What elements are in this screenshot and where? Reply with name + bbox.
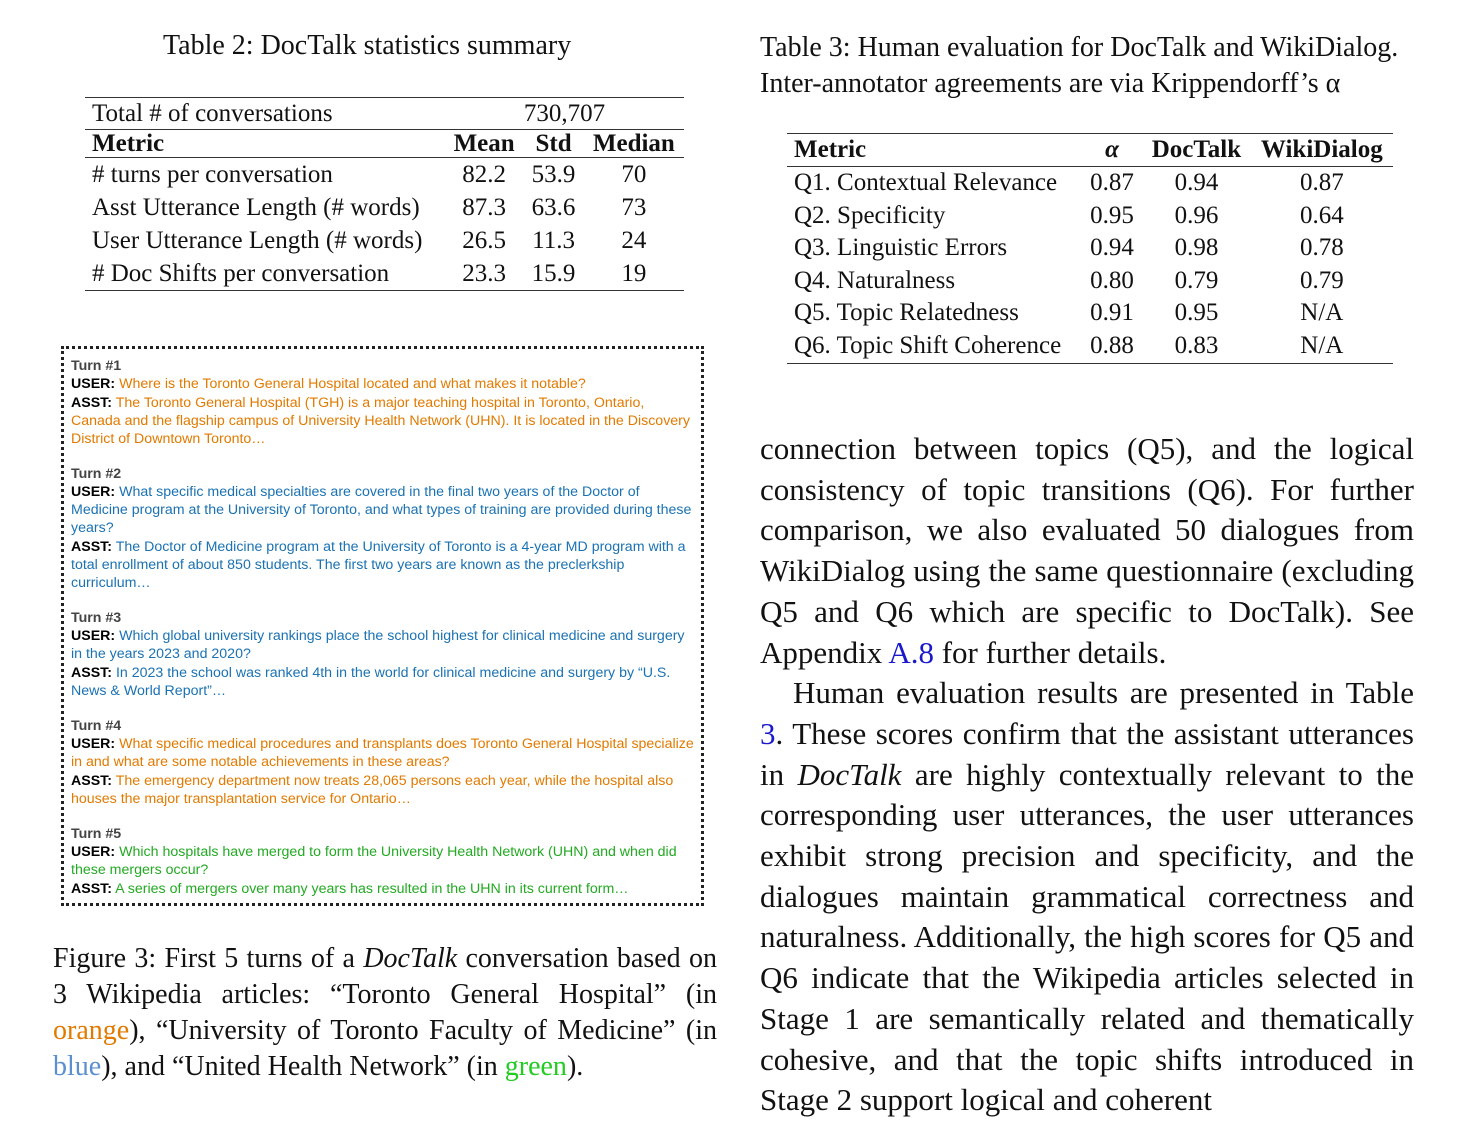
turn-2 xyxy=(71,465,694,592)
asst-utterance xyxy=(71,772,694,808)
user-utterance xyxy=(71,375,694,393)
row-metric: Asst Utterance Length (# words) xyxy=(92,194,420,221)
row-doctalk: 0.94 xyxy=(1174,169,1219,196)
table3-header-wikidialog: WikiDialog xyxy=(1251,134,1393,167)
table2-header-metric: Metric xyxy=(85,130,445,158)
asst-tag: ASST: xyxy=(71,395,112,411)
table-row xyxy=(85,191,684,224)
figure3-caption xyxy=(53,941,717,1085)
row-alpha: 0.80 xyxy=(1090,266,1134,294)
conversation-figure xyxy=(61,346,704,906)
row-metric: Q5. Topic Relatedness xyxy=(794,299,1019,327)
caption-orange-word: orange xyxy=(53,1015,130,1046)
asst-text: The emergency department now treats 28,065 persons each year, while the hospital also houses the major transplantation service for Ontario… xyxy=(71,773,674,807)
table3-caption-line1: Table 3: Human evaluation for DocTalk and WikiDialog. xyxy=(760,32,1399,63)
table-row xyxy=(85,158,684,192)
asst-tag: ASST: xyxy=(71,539,112,555)
table3-header-row xyxy=(787,134,1393,167)
user-utterance xyxy=(71,483,694,537)
table3-caption-line2: Inter-annotator agreements are via Krippendorff’s α xyxy=(760,68,1341,99)
turn-title: Turn #3 xyxy=(71,610,122,626)
user-text: What specific medical specialties are covered in the final two years of the Doctor of Medicine program at the University of Toronto, and what types of training are provided during these years? xyxy=(71,484,692,536)
table-row xyxy=(787,297,1393,330)
user-text: Where is the Toronto General Hospital located and what makes it notable? xyxy=(119,376,586,392)
row-alpha: 0.88 xyxy=(1082,330,1143,363)
user-tag: USER: xyxy=(71,736,116,752)
asst-tag: ASST: xyxy=(71,665,112,681)
table2-total-row xyxy=(85,98,684,130)
user-tag: USER: xyxy=(71,484,116,500)
row-doctalk: 0.83 xyxy=(1142,330,1250,363)
table2-header-std: Std xyxy=(523,130,583,158)
caption-part: Figure 3: First 5 turns of a xyxy=(53,943,364,974)
row-median: 73 xyxy=(621,194,647,221)
table-row xyxy=(787,330,1393,363)
user-text: Which hospitals have merged to form the University Health Network (UHN) and when did these mergers occur? xyxy=(71,844,677,878)
asst-utterance xyxy=(71,880,694,898)
row-metric: Q4. Naturalness xyxy=(794,266,956,294)
asst-tag: ASST: xyxy=(71,773,112,789)
text-doctalk: DocTalk xyxy=(797,756,902,792)
table3-header-doctalk: DocTalk xyxy=(1142,134,1250,167)
table-row xyxy=(787,200,1393,233)
text-run: for further details. xyxy=(933,634,1167,670)
row-mean: 23.3 xyxy=(445,257,523,291)
asst-text: In 2023 the school was ranked 4th in the world for clinical medicine and surgery by “U.S. News & World Report”… xyxy=(71,665,671,699)
table3-header-metric: Metric xyxy=(787,134,1082,167)
asst-utterance xyxy=(71,394,694,448)
row-median: 19 xyxy=(584,257,684,291)
turn-title: Turn #2 xyxy=(71,466,122,482)
user-utterance xyxy=(71,843,694,879)
row-doctalk: 0.79 xyxy=(1174,266,1219,294)
table2-header-row xyxy=(85,130,684,158)
caption-green-word: green xyxy=(504,1051,567,1082)
turn-5 xyxy=(71,825,694,898)
user-tag: USER: xyxy=(71,844,116,860)
row-alpha: 0.95 xyxy=(1090,201,1134,229)
turn-4 xyxy=(71,717,694,808)
row-metric: User Utterance Length (# words) xyxy=(92,227,423,254)
row-mean: 87.3 xyxy=(462,194,507,221)
body-text xyxy=(760,429,1414,1121)
table2-statistics xyxy=(85,97,684,291)
caption-part: ). xyxy=(566,1051,584,1082)
asst-text: The Doctor of Medicine program at the University of Toronto is a 4-year MD program with a total enrollment of about 850 students. The first two years are known as the preclerkship curriculum… xyxy=(71,539,686,591)
user-tag: USER: xyxy=(71,628,116,644)
row-wikidialog: 0.64 xyxy=(1299,201,1344,229)
user-utterance xyxy=(71,735,694,771)
table3-human-eval xyxy=(787,133,1393,364)
turn-title: Turn #5 xyxy=(71,826,122,842)
table-row xyxy=(85,224,684,257)
row-metric: # Doc Shifts per conversation xyxy=(85,257,445,291)
table2-header-median: Median xyxy=(584,130,684,158)
text-run: are highly contextually relevant to the corresponding user utterances, the user utterances exhibit strong precision and specificity, and the dialogues maintain grammatical correctness and naturalness. Additionally, the high scores for Q5 and Q6 indicate that the Wikipedia articles selected in Stage 1 are semantically related and thematically cohesive, and that the topic shifts introduced in Stage 2 support logical and coherent xyxy=(760,756,1414,1118)
user-text: What specific medical procedures and transplants does Toronto General Hospital specialize in and what are some notable achievements in these areas? xyxy=(71,736,694,770)
text-run: . These scores confirm that the assistant utterances in xyxy=(760,715,1414,792)
row-mean: 82.2 xyxy=(462,161,507,188)
turn-title: Turn #4 xyxy=(71,718,122,734)
text-run: connection between topics (Q5), and the logical consistency of topic transitions (Q6). For further comparison, we also evaluated 50 dialogues from WikiDialog using the same questionnaire (excluding Q5 and Q6 which are specific to DocTalk). See Appendix xyxy=(760,431,1414,670)
user-text: Which global university rankings place the school highest for clinical medicine and surgery in the years 2023 and 2020? xyxy=(71,628,685,662)
asst-tag: ASST: xyxy=(71,881,112,897)
row-metric: Q2. Specificity xyxy=(794,201,946,229)
table2-header-mean: Mean xyxy=(445,130,523,158)
row-alpha: 0.94 xyxy=(1090,234,1134,262)
caption-part: ), and “United Health Network” (in xyxy=(101,1051,505,1082)
turn-title: Turn #1 xyxy=(71,358,122,374)
row-std: 53.9 xyxy=(531,161,576,188)
row-std: 15.9 xyxy=(523,257,583,291)
row-doctalk: 0.98 xyxy=(1174,234,1219,262)
asst-text: A series of mergers over many years has resulted in the UHN in its current form… xyxy=(115,881,629,897)
caption-part: conversation based on 3 Wikipedia articles: “Toronto General Hospital” (in xyxy=(53,943,717,1010)
text-run: Human evaluation results are presented in Table xyxy=(793,675,1414,711)
row-median: 70 xyxy=(621,161,647,188)
row-doctalk: 0.96 xyxy=(1174,201,1219,229)
row-wikidialog: 0.79 xyxy=(1299,266,1344,294)
table3-caption xyxy=(760,30,1430,102)
row-metric: # turns per conversation xyxy=(92,161,333,188)
appendix-link[interactable]: A.8 xyxy=(888,634,934,670)
caption-doctalk: DocTalk xyxy=(363,943,458,974)
row-wikidialog: N/A xyxy=(1300,299,1344,327)
row-alpha: 0.91 xyxy=(1090,299,1134,327)
asst-text: The Toronto General Hospital (TGH) is a major teaching hospital in Toronto, Ontario, Canada and the flagship campus of University Health Network (UHN). It is located in the Discovery District of Downtown Toronto… xyxy=(71,395,690,447)
user-tag: USER: xyxy=(71,376,116,392)
row-alpha: 0.87 xyxy=(1090,169,1134,196)
table-row xyxy=(787,265,1393,298)
table-link[interactable]: 3 xyxy=(760,715,776,751)
asst-utterance xyxy=(71,538,694,592)
total-label: Total # of conversations xyxy=(85,98,445,130)
asst-utterance xyxy=(71,664,694,700)
caption-blue-word: blue xyxy=(53,1051,102,1082)
row-median: 24 xyxy=(621,227,647,254)
row-metric: Q6. Topic Shift Coherence xyxy=(787,330,1082,363)
paragraph xyxy=(760,673,1414,1121)
table-row xyxy=(787,232,1393,265)
row-doctalk: 0.95 xyxy=(1174,299,1219,327)
turn-1 xyxy=(71,357,694,448)
row-metric: Q1. Contextual Relevance xyxy=(794,169,1058,196)
row-wikidialog: N/A xyxy=(1251,330,1393,363)
total-value: 730,707 xyxy=(445,98,684,130)
table-row xyxy=(85,257,684,291)
paragraph xyxy=(760,429,1414,673)
row-metric: Q3. Linguistic Errors xyxy=(794,234,1008,262)
caption-part: ), “University of Toronto Faculty of Medicine” (in xyxy=(129,1015,717,1046)
user-utterance xyxy=(71,627,694,663)
row-std: 11.3 xyxy=(532,227,575,254)
turn-3 xyxy=(71,609,694,700)
row-wikidialog: 0.78 xyxy=(1299,234,1344,262)
table3-header-alpha: α xyxy=(1082,134,1143,167)
row-wikidialog: 0.87 xyxy=(1299,169,1344,196)
table-row xyxy=(787,167,1393,200)
row-mean: 26.5 xyxy=(462,227,507,254)
row-std: 63.6 xyxy=(531,194,576,221)
table2-caption: Table 2: DocTalk statistics summary xyxy=(163,30,572,61)
